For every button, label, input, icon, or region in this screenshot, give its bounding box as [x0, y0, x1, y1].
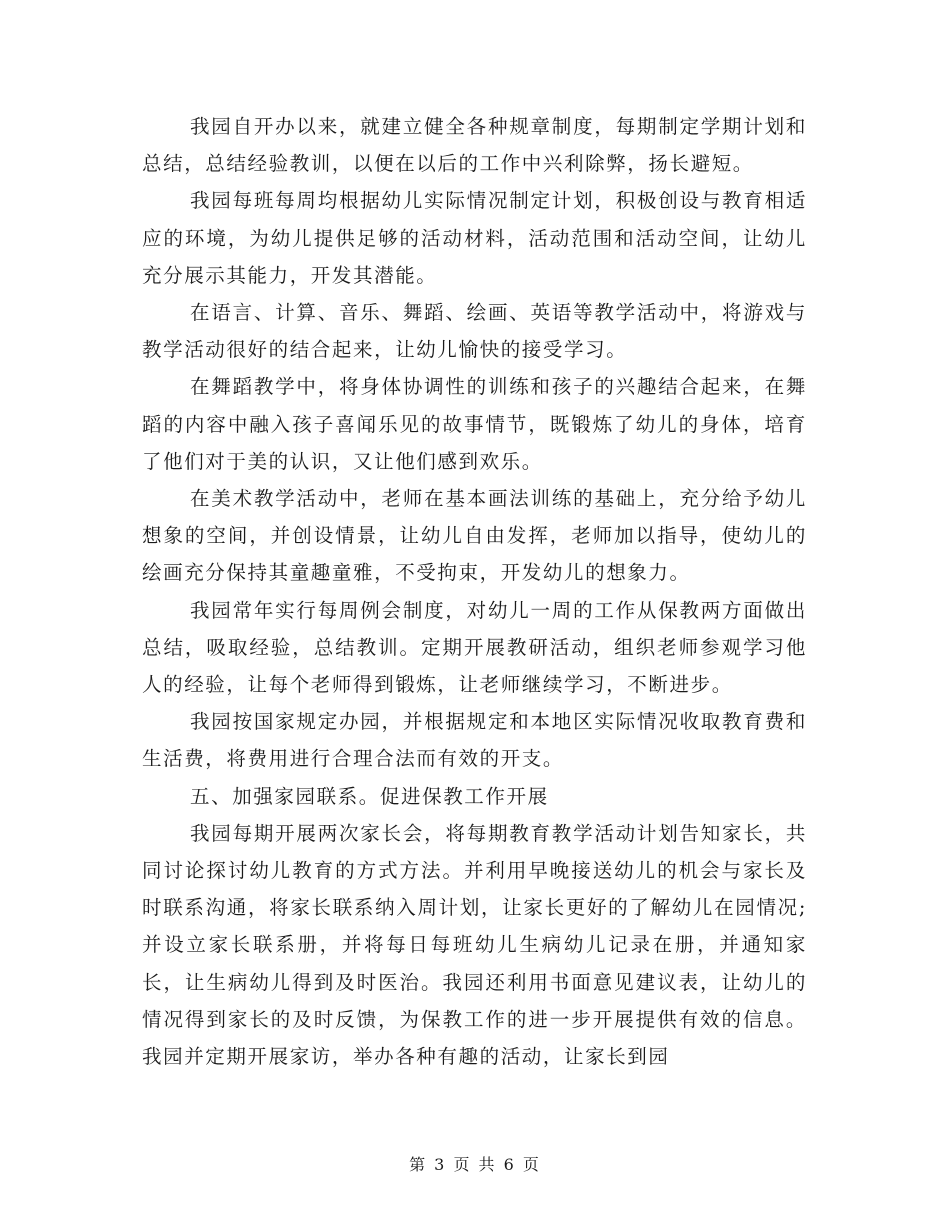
section-heading-home-school: 五、加强家园联系。促进保教工作开展: [190, 784, 549, 808]
paragraph-dance-teaching: 在舞蹈教学中，将身体协调性的训练和孩子的兴趣结合起来，在舞蹈的内容中融入孩子喜闻乐见的故事情节，既锻炼了幼儿的身体，培育了他们对于美的认识，又让他们感到欢乐。: [142, 375, 807, 473]
paragraph-parent-meetings: 我园每期开展两次家长会，将每期教育教学活动计划告知家长，共同讨论探讨幼儿教育的方式方法。并利用早晚接送幼儿的机会与家长及时联系沟通，将家长联系纳入周计划，让家长更好的了解幼儿在园情况;并设立家长联系册，并将每日每班幼儿生病幼儿记录在册，并通知家长，让生病幼儿得到及时医治。我园还利用书面意见建议表，让幼儿的情况得到家长的及时反馈，为保教工作的进一步开展提供有效的信息。我园并定期开展家访，举办各种有趣的活动，让家长到园: [142, 821, 807, 1069]
paragraph-regulations: 我园自开办以来，就建立健全各种规章制度，每期制定学期计划和总结，总结经验教训，以便在以后的工作中兴利除弊，扬长避短。: [142, 115, 807, 176]
paragraph-fees: 我园按国家规定办园，并根据规定和本地区实际情况收取教育费和生活费，将费用进行合理合法而有效的开支。: [142, 710, 807, 771]
paragraph-weekly-plans: 我园每班每周均根据幼儿实际情况制定计划，积极创设与教育相适应的环境，为幼儿提供足够的活动材料，活动范围和活动空间，让幼儿充分展示其能力，开发其潜能。: [142, 189, 807, 287]
page-number-footer: 第 3 页 共 6 页: [409, 1155, 541, 1174]
paragraph-weekly-meetings: 我园常年实行每周例会制度，对幼儿一周的工作从保教两方面做出总结，吸取经验，总结教训。定期开展教研活动，组织老师参观学习他人的经验，让每个老师得到锻炼，让老师继续学习，不断进步。: [142, 598, 807, 697]
document-body: [142, 108, 807, 1075]
paragraph-teaching-activities: 在语言、计算、音乐、舞蹈、绘画、英语等教学活动中，将游戏与教学活动很好的结合起来，让幼儿愉快的接受学习。: [142, 301, 807, 362]
paragraph-art-teaching: 在美术教学活动中，老师在基本画法训练的基础上，充分给予幼儿想象的空间，并创设情景，让幼儿自由发挥，老师加以指导，使幼儿的绘画充分保持其童趣童雅，不受拘束，开发幼儿的想象力。: [142, 487, 807, 585]
